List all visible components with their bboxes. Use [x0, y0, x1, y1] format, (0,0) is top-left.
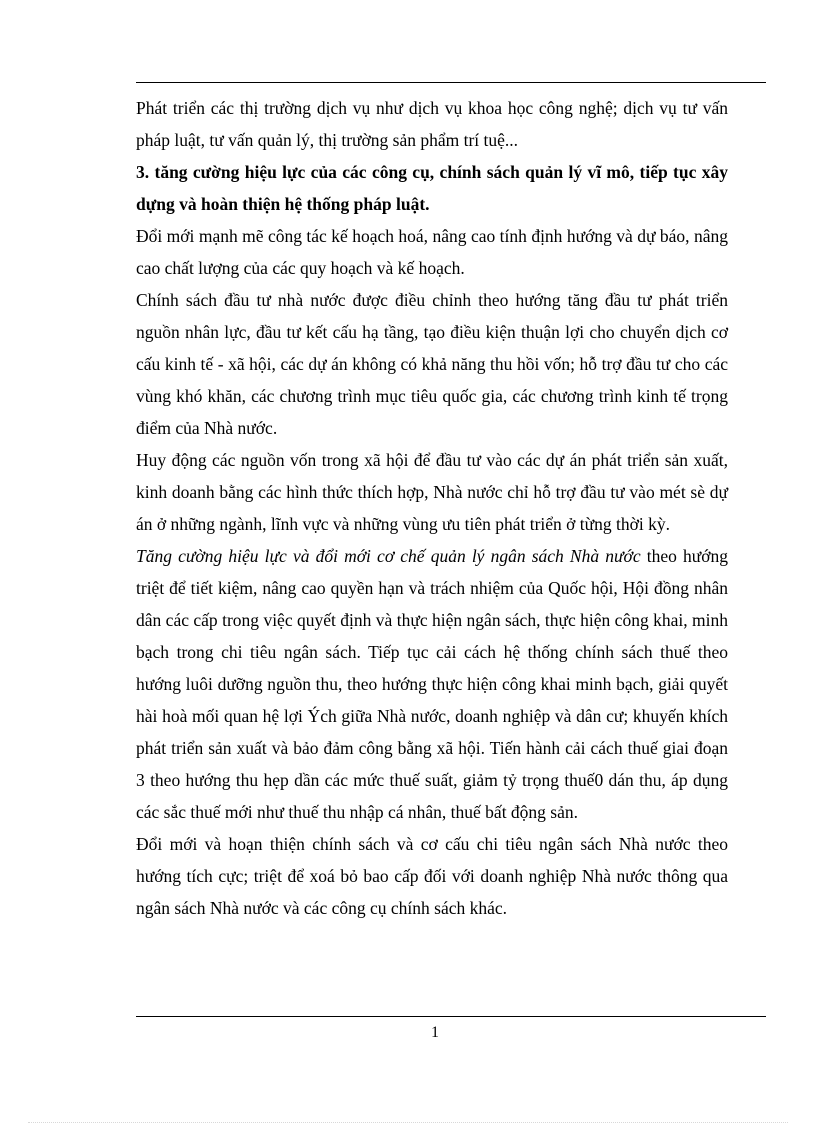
paragraph-budget-spending: Đổi mới và hoạn thiện chính sách và cơ cấu chi tiêu ngân sách Nhà nước theo hướng tích cực; triệt để xoá bỏ bao cấp đối với doanh nghiệp Nhà nước thông qua ngân sách Nhà nước và các công cụ chính sách khác.	[136, 834, 728, 918]
paragraph-state-investment: Chính sách đầu tư nhà nước được điều chỉnh theo hướng tăng đầu tư phát triển nguồn nhân lực, đầu tư kết cấu hạ tầng, tạo điều kiện thuận lợi cho chuyển dịch cơ cấu kinh tế - xã hội, các dự án không có khả năng thu hồi vốn; hỗ trợ đầu tư cho các vùng khó khăn, các chương trình mục tiêu quốc gia, các chương trình kinh tế trọng điểm của Nhà nước.	[136, 290, 728, 438]
paragraph-capital-mobilization: Huy động các nguồn vốn trong xã hội để đầu tư vào các dự án phát triển sản xuất, kinh doanh bằng các hình thức thích hợp, Nhà nước chỉ hỗ trợ đầu tư vào mét sè dự án ở những ngành, lĩnh vực và những vùng ưu tiên phát triển ở từng thời kỳ.	[136, 450, 728, 534]
paragraph-budget-management	[136, 540, 728, 828]
paragraph-services-market: Phát triển các thị trường dịch vụ như dịch vụ khoa học công nghệ; dịch vụ tư vấn pháp luật, tư vấn quản lý, thị trường sản phẩm trí tuệ...	[136, 98, 728, 150]
footer-rule	[136, 1016, 766, 1017]
page-body	[136, 92, 728, 924]
budget-management-italic-lead: Tăng cường hiệu lực và đổi mới cơ chế quản lý ngân sách Nhà nước	[136, 546, 641, 566]
page-number: 1	[431, 1024, 439, 1041]
paragraph-planning-reform: Đổi mới mạnh mẽ công tác kế hoạch hoá, nâng cao tính định hướng và dự báo, nâng cao chất lượng của các quy hoạch và kế hoạch.	[136, 226, 728, 278]
header-rule	[136, 82, 766, 83]
budget-management-text: theo hướng triệt để tiết kiệm, nâng cao quyền hạn và trách nhiệm của Quốc hội, Hội đồng nhân dân các cấp trong việc quyết định và thực hiện ngân sách, thực hiện công khai, minh bạch trong chi tiêu ngân sách. Tiếp tục cải cách hệ thống chính sách thuế theo hướng luôi dưỡng nguồn thu, theo hướng thực hiện công khai minh bạch, giải quyết hài hoà mối quan hệ lợi Ých giữa Nhà nước, doanh nghiệp và dân cư; khuyến khích phát triển sản xuất và bảo đảm công bằng xã hội. Tiến hành cải cách thuế giai đoạn 3 theo hướng thu hẹp dần các mức thuế suất, giảm tỷ trọng thuế0 dán thu, áp dụng các sắc thuế mới như thuế thu nhập cá nhân, thuế bất động sản.	[136, 546, 728, 822]
section-heading: 3. tăng cường hiệu lực của các công cụ, chính sách quản lý vĩ mô, tiếp tục xây dựng và hoàn thiện hệ thống pháp luật.	[136, 162, 728, 214]
